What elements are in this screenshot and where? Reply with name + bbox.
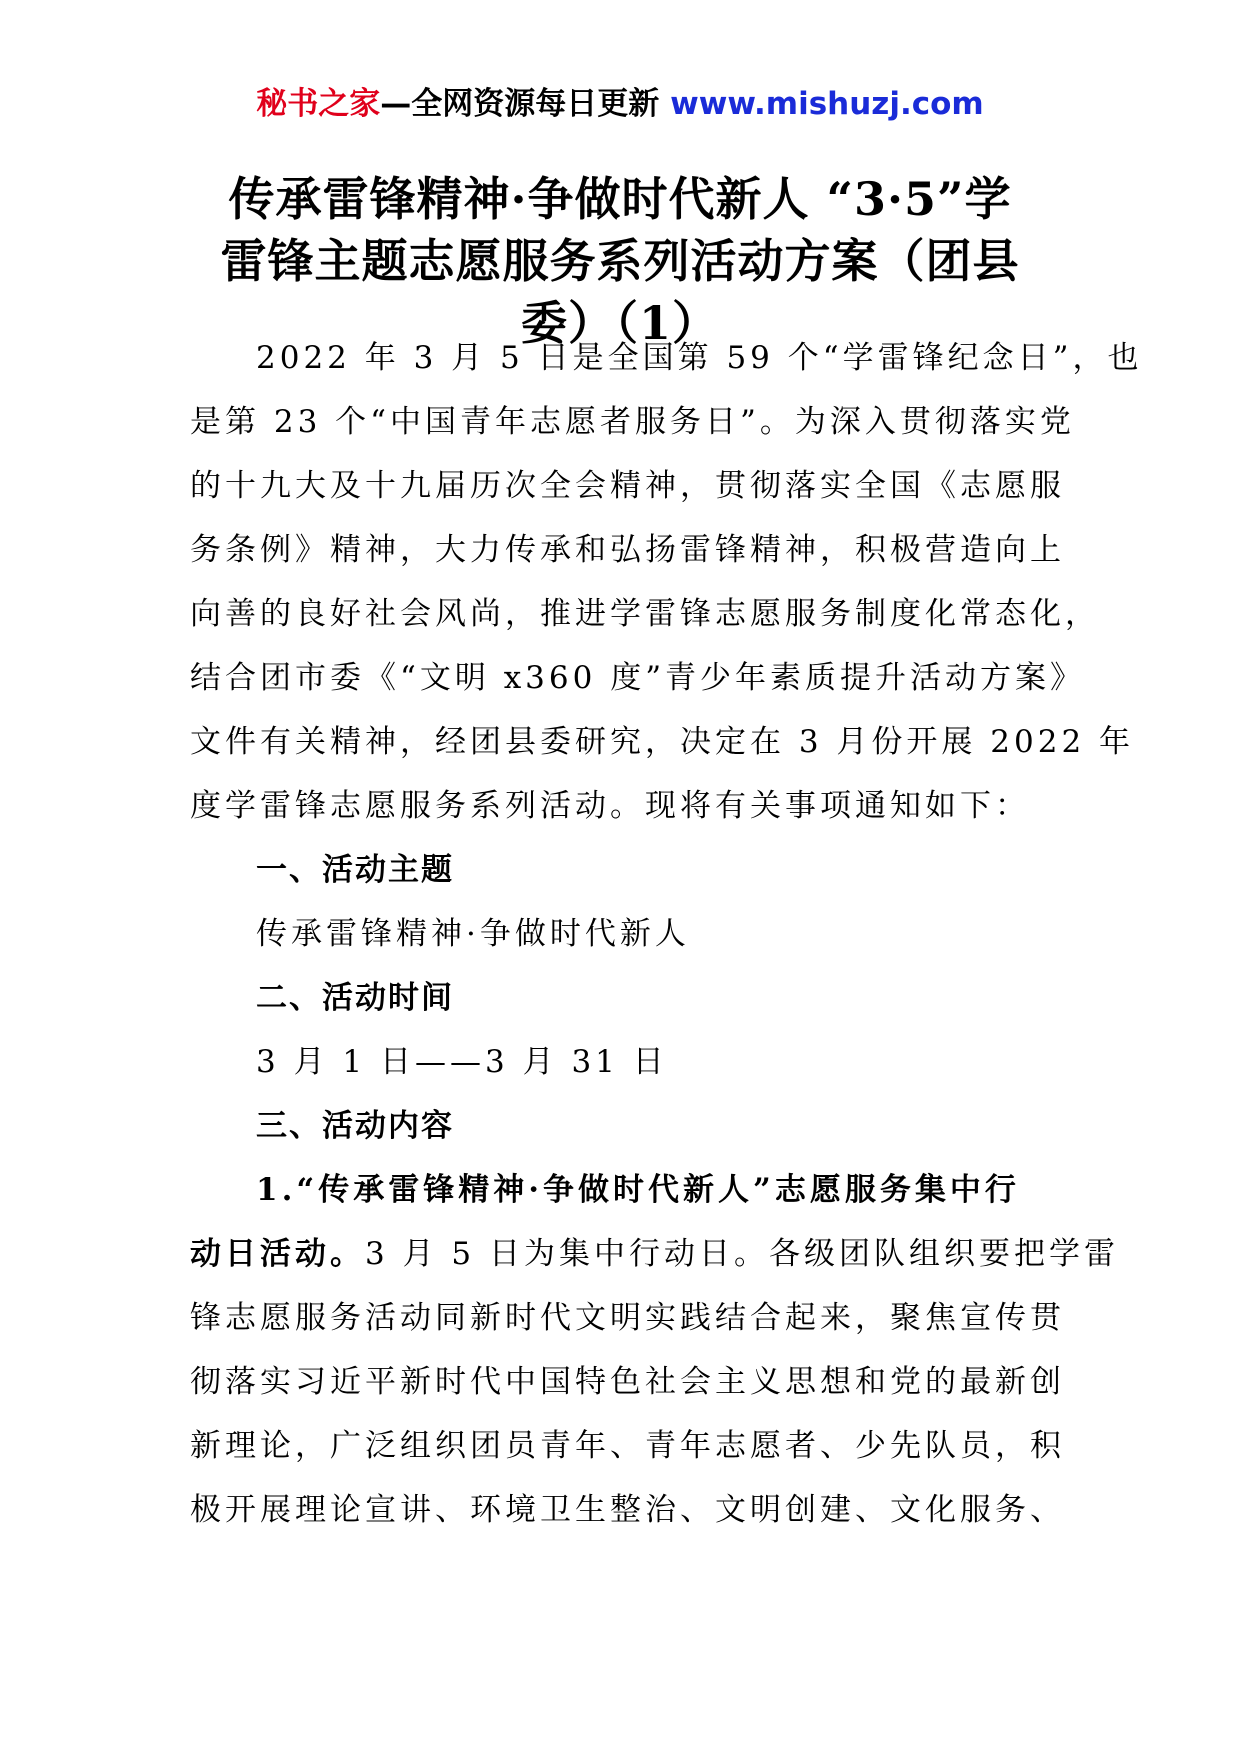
paragraph-line: 度学雷锋志愿服务系列活动。现将有关事项通知如下： bbox=[190, 788, 1030, 824]
paragraph-line: 新理论，广泛组织团员青年、青年志愿者、少先队员，积 bbox=[190, 1428, 1065, 1464]
paragraph-line: 务条例》精神，大力传承和弘扬雷锋精神，积极营造向上 bbox=[190, 532, 1065, 568]
title-line-3: 委）（1） bbox=[520, 296, 719, 350]
paragraph-line: 2022 年 3 月 5 日是全国第 59 个“学雷锋纪念日”，也 bbox=[256, 340, 1143, 376]
paragraph-line: 结合团市委《“文明 x360 度”青少年素质提升活动方案》 bbox=[190, 660, 1086, 696]
section-heading-theme: 一、活动主题 bbox=[256, 852, 454, 888]
paragraph-line: 的十九大及十九届历次全会精神，贯彻落实全国《志愿服 bbox=[190, 468, 1065, 504]
site-tagline: —全网资源每日更新 bbox=[380, 86, 660, 122]
item-1-text: 3 月 5 日为集中行动日。各级团队组织要把学雷 bbox=[365, 1236, 1120, 1272]
paragraph-line: 向善的良好社会风尚，推进学雷锋志愿服务制度化常态化， bbox=[190, 596, 1100, 632]
item-1-heading-line: 1.“传承雷锋精神·争做时代新人”志愿服务集中行 bbox=[256, 1172, 1020, 1208]
site-brand: 秘书之家 bbox=[256, 86, 381, 122]
section-heading-time: 二、活动时间 bbox=[256, 980, 454, 1016]
title-line-1: 传承雷锋精神·争做时代新人 “3·5”学 bbox=[228, 172, 1012, 226]
title-line-2: 雷锋主题志愿服务系列活动方案（团县 bbox=[220, 234, 1020, 288]
site-url-link[interactable]: www.mishuzj.com bbox=[670, 86, 984, 122]
item-1-heading-end: 动日活动。 bbox=[190, 1236, 365, 1272]
theme-text: 传承雷锋精神·争做时代新人 bbox=[256, 916, 690, 952]
time-text: 3 月 1 日——3 月 31 日 bbox=[256, 1044, 668, 1080]
item-1-line bbox=[190, 1222, 1120, 1286]
site-header bbox=[0, 84, 1240, 124]
document-body bbox=[190, 326, 1143, 1542]
paragraph-line: 极开展理论宣讲、环境卫生整治、文明创建、文化服务、 bbox=[190, 1492, 1065, 1528]
paragraph-line: 是第 23 个“中国青年志愿者服务日”。为深入贯彻落实党 bbox=[190, 404, 1075, 440]
paragraph-line: 文件有关精神，经团县委研究，决定在 3 月份开展 2022 年 bbox=[190, 724, 1135, 760]
paragraph-line: 彻落实习近平新时代中国特色社会主义思想和党的最新创 bbox=[190, 1364, 1065, 1400]
section-heading-content: 三、活动内容 bbox=[256, 1108, 454, 1144]
paragraph-line: 锋志愿服务活动同新时代文明实践结合起来，聚焦宣传贯 bbox=[190, 1300, 1065, 1336]
